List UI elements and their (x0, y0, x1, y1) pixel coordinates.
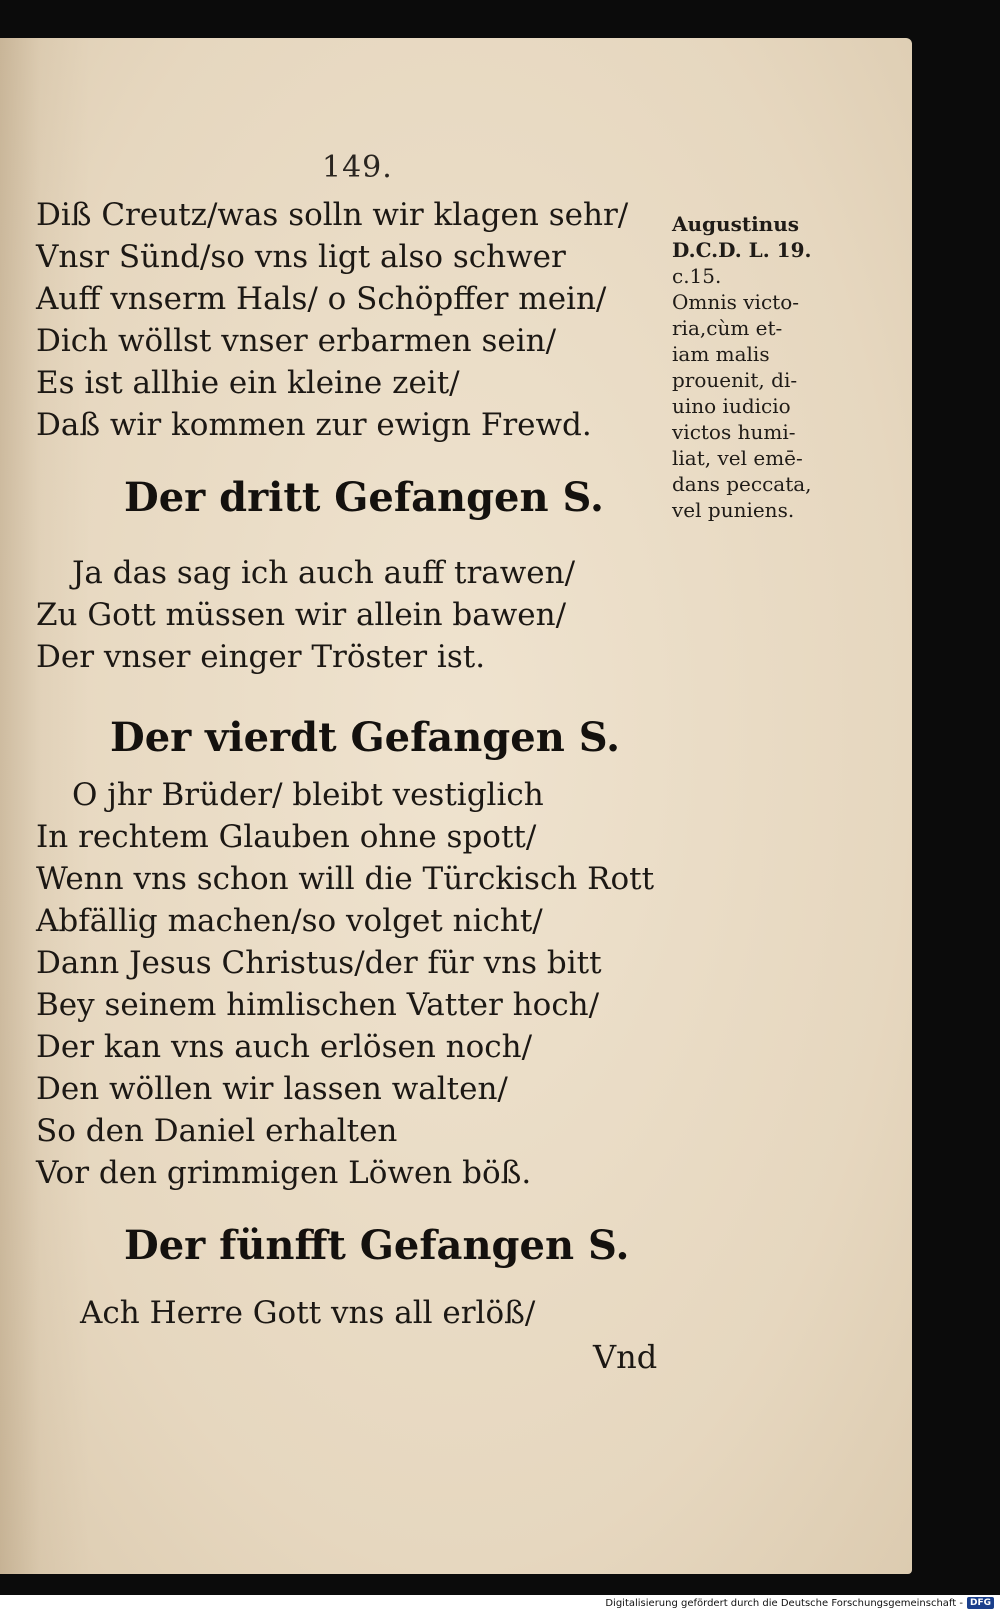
dfg-logo-icon: DFG (967, 1597, 994, 1609)
marginal-line: prouenit, di- (672, 368, 798, 392)
section-heading: Der vierdt Gefangen S. (110, 714, 621, 761)
verse-line: Daß wir kommen zur ewign Frewd. (36, 407, 592, 443)
verse-line: Abfällig machen/so volget nicht/ (36, 903, 543, 939)
verse-line: Wenn vns schon will die Türckisch Rott (36, 861, 655, 897)
verse-line: Auff vnserm Hals/ o Schöpffer mein/ (36, 281, 607, 317)
verse-line: Ja das sag ich auch auff trawen/ (72, 555, 576, 591)
verse-line: Der vnser einger Tröster ist. (36, 639, 486, 675)
marginal-line: Augustinus (672, 212, 800, 236)
verse-line: Vor den grimmigen Löwen böß. (36, 1155, 532, 1191)
verse-line: Den wöllen wir lassen walten/ (36, 1071, 508, 1107)
marginal-line: dans peccata, (672, 472, 812, 496)
section-heading: Der dritt Gefangen S. (124, 474, 604, 521)
verse-line: Bey seinem himlischen Vatter hoch/ (36, 987, 600, 1023)
marginal-line: D.C.D. L. 19. (672, 238, 812, 262)
verse-line: O jhr Brüder/ bleibt vestiglich (72, 777, 544, 813)
verse-line: Der kan vns auch erlösen noch/ (36, 1029, 533, 1065)
footer-credit (605, 1597, 994, 1609)
marginal-line: liat, vel emē- (672, 446, 803, 470)
verse-line: Vnsr Sünd/so vns ligt also schwer (36, 239, 566, 275)
verse-line: Zu Gott müssen wir allein bawen/ (36, 597, 567, 633)
verse-line: Es ist allhie ein kleine zeit/ (36, 365, 460, 401)
marginal-line: Omnis victo- (672, 290, 799, 314)
verse-line: Dich wöllst vnser erbarmen sein/ (36, 323, 557, 359)
marginal-line: vel puniens. (672, 498, 795, 522)
footer-text: Digitalisierung gefördert durch die Deutsche Forschungsgemeinschaft - (605, 1597, 963, 1609)
marginal-line: uino iudicio (672, 394, 791, 418)
book-page (0, 38, 912, 1574)
marginal-line: c.15. (672, 264, 722, 288)
section-heading: Der fünfft Gefangen S. (124, 1222, 630, 1269)
verse-line: Dann Jesus Christus/der für vns bitt (36, 945, 602, 981)
verse-line: Diß Creutz/was solln wir klagen sehr/ (36, 197, 629, 233)
marginal-line: victos humi- (672, 420, 796, 444)
page-number: 149. (322, 150, 393, 185)
verse-line: Ach Herre Gott vns all erlöß/ (80, 1295, 536, 1331)
verse-line: So den Daniel erhalten (36, 1113, 398, 1149)
catchword: Vnd (593, 1338, 658, 1376)
marginal-line: iam malis (672, 342, 770, 366)
verse-line: In rechtem Glauben ohne spott/ (36, 819, 537, 855)
marginal-line: ria,cùm et- (672, 316, 783, 340)
